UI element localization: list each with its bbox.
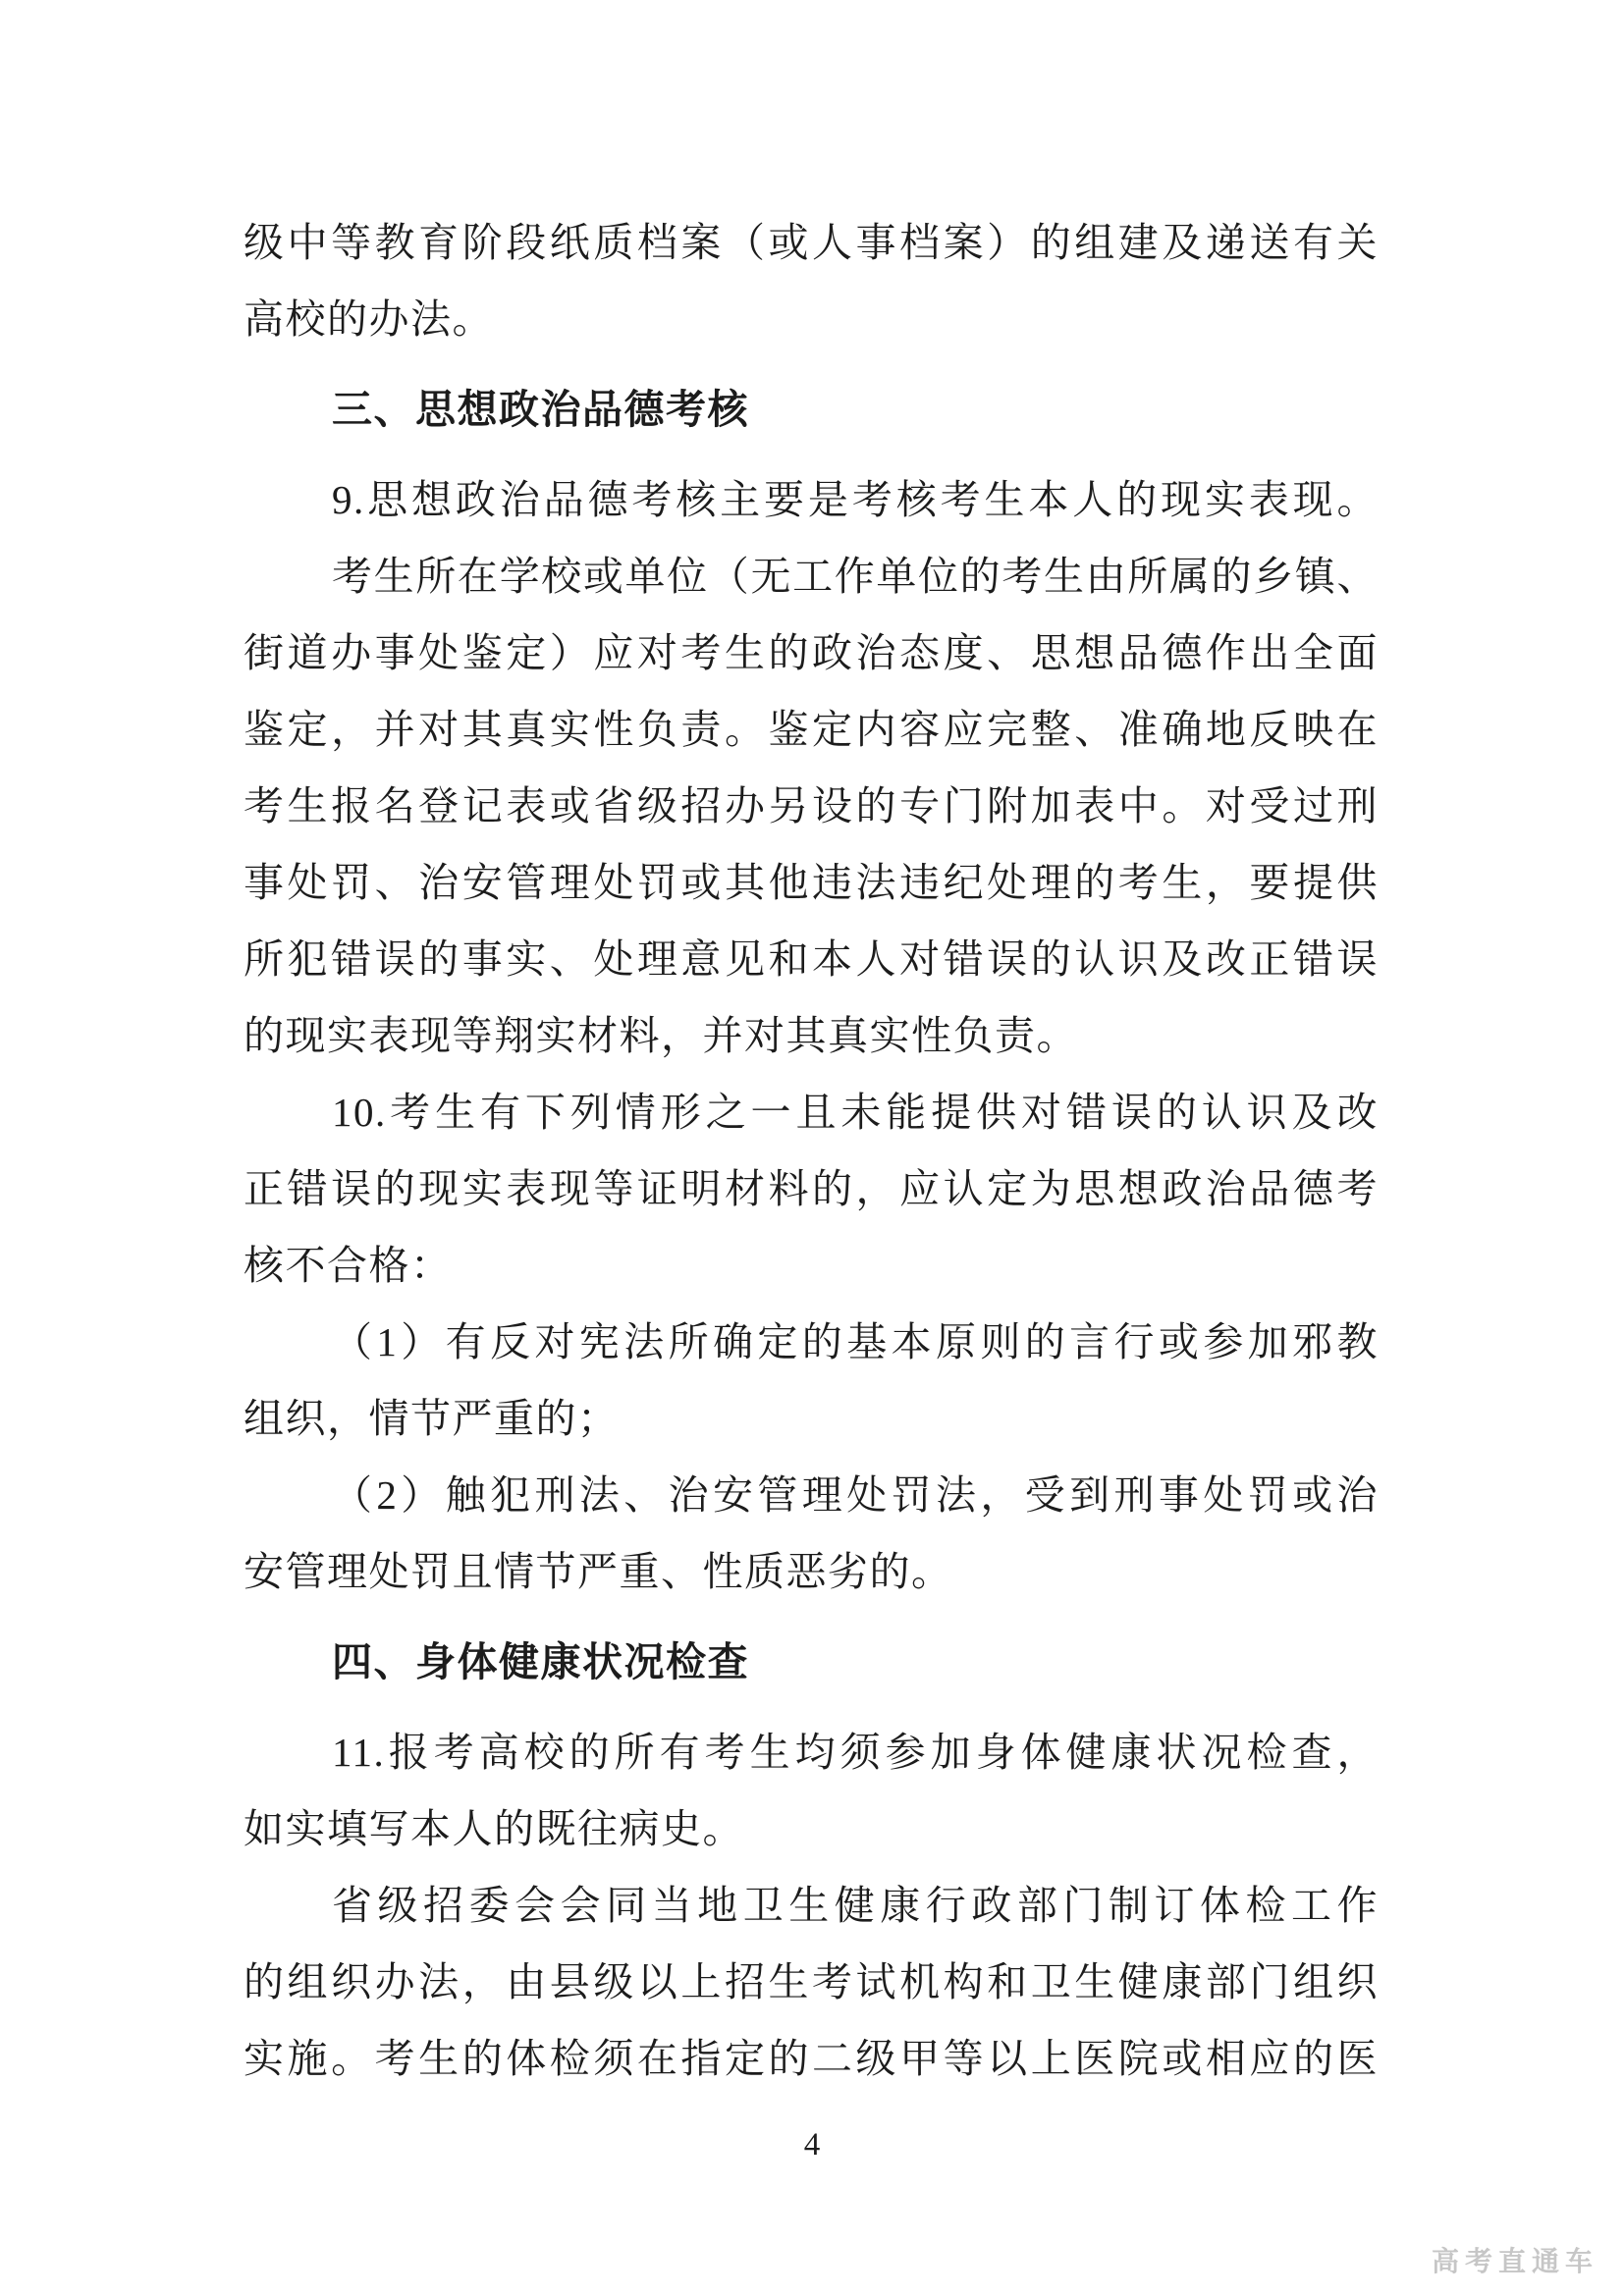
text-line: 考生报名登记表或省级招办另设的专门附加表中。对受过刑 [244, 783, 1379, 828]
text-line: 正错误的现实表现等证明材料的，应认定为思想政治品德考 [244, 1166, 1379, 1211]
section-heading [244, 371, 1379, 448]
paragraph [244, 204, 1379, 357]
text-line: 10.考生有下列情形之一且未能提供对错误的认识及改 [332, 1090, 1379, 1135]
text-line: 四、身体健康状况检查 [332, 1639, 749, 1684]
text-line: 实施。考生的体检须在指定的二级甲等以上医院或相应的医 [244, 2036, 1379, 2081]
paragraph [244, 1074, 1379, 1304]
text-line: （1）有反对宪法所确定的基本原则的言行或参加邪教 [332, 1319, 1379, 1364]
watermark: 高考直通车 [1431, 2246, 1598, 2276]
text-line: 组织，情节严重的； [244, 1396, 620, 1441]
text-line: 级中等教育阶段纸质档案（或人事档案）的组建及递送有关 [244, 220, 1379, 265]
text-line: 省级招委会会同当地卫生健康行政部门制订体检工作 [332, 1883, 1379, 1928]
text-line: 的组织办法，由县级以上招生考试机构和卫生健康部门组织 [244, 1959, 1379, 2004]
page-number: 4 [803, 2127, 821, 2163]
paragraph [244, 1304, 1379, 1457]
text-line: 街道办事处鉴定）应对考生的政治态度、思想品德作出全面 [244, 630, 1379, 675]
text-line: 鉴定，并对其真实性负责。鉴定内容应完整、准确地反映在 [244, 707, 1379, 752]
section-heading [244, 1624, 1379, 1700]
text-line: 高校的办法。 [244, 296, 494, 342]
paragraph [244, 538, 1379, 1074]
text-line: 如实填写本人的既往病史。 [244, 1806, 744, 1851]
text-line: 9.思想政治品德考核主要是考核考生本人的现实表现。 [332, 477, 1379, 522]
paragraph [244, 1714, 1379, 1867]
text-line: 核不合格： [244, 1243, 453, 1288]
text-line: 的现实表现等翔实材料，并对其真实性负责。 [244, 1013, 1078, 1058]
text-line: 所犯错误的事实、处理意见和本人对错误的认识及改正错误 [244, 936, 1379, 982]
text-line: 事处罚、治安管理处罚或其他违法违纪处理的考生，要提供 [244, 860, 1379, 905]
document-body [244, 204, 1379, 2097]
text-line: 考生所在学校或单位（无工作单位的考生由所属的乡镇、 [332, 554, 1379, 599]
text-line: 11.报考高校的所有考生均须参加身体健康状况检查， [332, 1730, 1379, 1775]
paragraph [244, 1867, 1379, 2097]
paragraph [244, 461, 1379, 538]
text-line: （2）触犯刑法、治安管理处罚法，受到刑事处罚或治 [332, 1472, 1379, 1518]
text-line: 安管理处罚且情节严重、性质恶劣的。 [244, 1549, 953, 1594]
text-line: 三、思想政治品德考核 [332, 387, 749, 432]
paragraph [244, 1457, 1379, 1610]
